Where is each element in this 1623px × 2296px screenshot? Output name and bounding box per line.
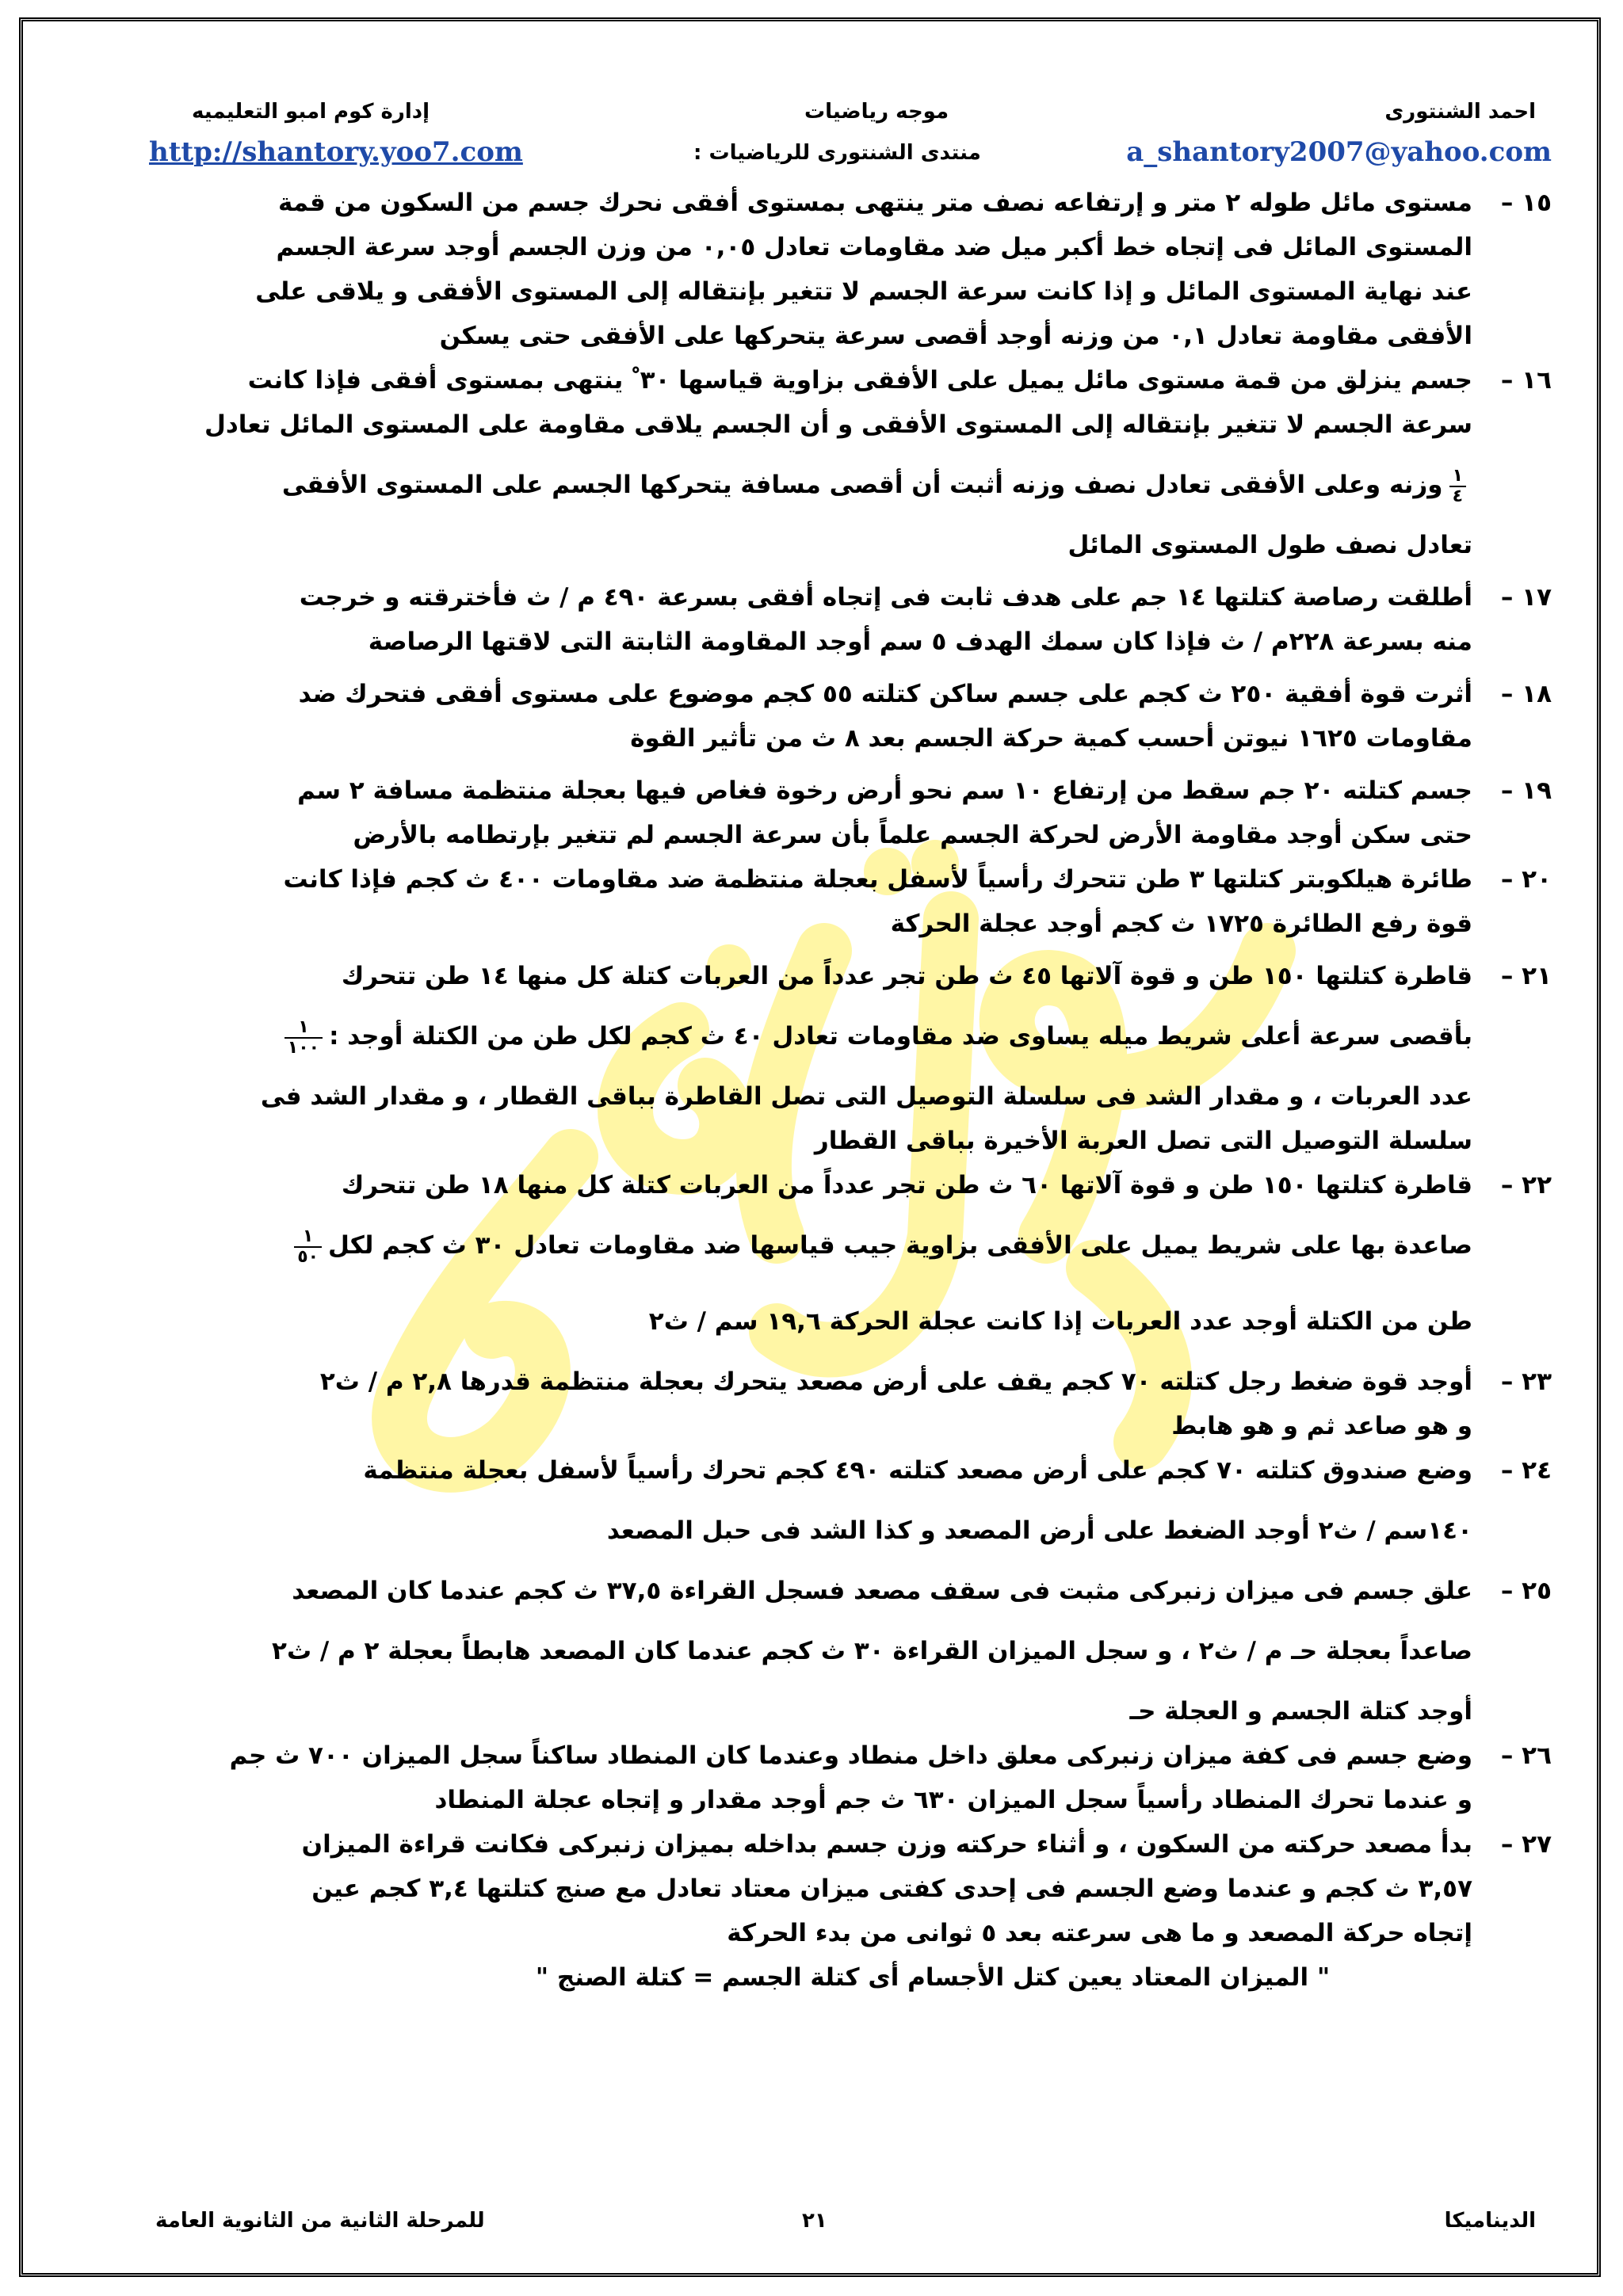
problem-line: قاطرة كتلتها ١٥٠ طن و قوة آلاتها ٤٥ ث طن تجر عدداً من العربات كتلة كل منها ١٤ طن تتحرك xyxy=(341,962,1472,990)
footer-subject: الديناميكا xyxy=(1444,2209,1536,2233)
footer-grade: للمرحلة الثانية من الثانوية العامة xyxy=(155,2209,485,2233)
problem-line xyxy=(155,998,1472,1074)
problem-line: جسم ينزلق من قمة مستوى مائل يميل على الأفقى بزاوية قياسها ٣٠ ْ ينتهى بمستوى أفقى فإذا كانت xyxy=(247,366,1472,395)
problem-number: ١٧ – xyxy=(1500,583,1552,612)
problem-number: ٢٢ – xyxy=(1500,1171,1552,1199)
problem-16 xyxy=(155,358,1552,567)
problem-line: ١٤٠سم / ث٢ أوجد الضغط على أرض المصعد و كذا الشد فى حبل المصعد xyxy=(606,1516,1472,1545)
problem-list xyxy=(155,181,1552,2000)
header-author: احمد الشنتورى xyxy=(1384,100,1536,124)
problem-26 xyxy=(155,1733,1552,1822)
problem-line: وضع صندوق كتلته ٧٠ كجم على أرض مصعد كتلته ٤٩٠ كجم تحرك رأسياً لأسفل بعجلة منتظمة xyxy=(363,1456,1472,1485)
problem-line xyxy=(155,1207,1472,1283)
problem-line: و هو صاعد ثم و هو هابط xyxy=(1171,1412,1472,1440)
problem-line: أوجد كتلة الجسم و العجلة حـ xyxy=(1129,1697,1472,1726)
problem-number: ٢٧ – xyxy=(1500,1830,1552,1859)
problem-line-text: بأقصى سرعة أعلى شريط ميله يساوى ضد مقاومات تعادل ٤٠ ث كجم لكل طن من الكتلة أوجد : xyxy=(329,1022,1472,1051)
balance-note: " الميزان المعتاد يعين كتل الأجسام أى كتلة الجسم = كتلة الصنج " xyxy=(535,1963,1331,1992)
problem-18 xyxy=(155,672,1552,761)
problem-20 xyxy=(155,857,1552,946)
problem-line: و عندما تحرك المنطاد رأسياً سجل الميزان ٦٣٠ ث جم أوجد مقدار و إتجاه عجلة المنطاد xyxy=(434,1786,1472,1814)
problem-line: تعادل نصف طول المستوى المائل xyxy=(1067,531,1472,559)
fraction-denominator: ٥٠ xyxy=(297,1246,319,1267)
problem-number: ١٨ – xyxy=(1500,680,1552,708)
problem-line: مقاومات ١٦٢٥ نيوتن أحسب كمية حركة الجسم بعد ٨ ث من تأثير القوة xyxy=(630,724,1472,753)
problem-line: حتى سكن أوجد مقاومة الأرض لحركة الجسم علماً بأن سرعة الجسم لم تتغير بإرتطامه بالأرض xyxy=(353,821,1472,849)
fraction-numerator: ١ xyxy=(294,1227,322,1248)
problem-line-text: صاعدة بها على شريط يميل على الأفقى بزاوية جيب قياسها ضد مقاومات تعادل ٣٠ ث كجم لكل xyxy=(328,1231,1472,1260)
fraction-denominator: ١٠٠ xyxy=(287,1037,320,1058)
problem-line: علق جسم فى ميزان زنبركى مثبت فى سقف مصعد فسجل القراءة ٣٧,٥ ث كجم عندما كان المصعد xyxy=(292,1577,1472,1605)
header-email[interactable]: a_shantory2007@yahoo.com xyxy=(1126,136,1552,168)
fraction xyxy=(294,1227,322,1267)
problem-line: أثرت قوة أفقية ٢٥٠ ث كجم على جسم ساكن كتلته ٥٥ كجم موضوع على مستوى أفقى فتحرك ضد xyxy=(298,680,1472,708)
problem-line: أوجد قوة ضغط رجل كتلته ٧٠ كجم يقف على أرض مصعد يتحرك بعجلة منتظمة قدرها ٢,٨ م / ث٢ xyxy=(319,1367,1472,1396)
problem-line: عدد العربات ، و مقدار الشد فى سلسلة التوصيل التى تصل القاطرة بباقى القطار ، و مقدار الشد فى xyxy=(260,1082,1472,1111)
problem-number: ٢٠ – xyxy=(1500,865,1552,894)
problem-line: ٣,٥٧ ث كجم و عندما وضع الجسم فى إحدى كفتى ميزان معتاد تعادل مع صنج كتلتها ٣,٤ كجم عين xyxy=(311,1875,1472,1903)
problem-19 xyxy=(155,769,1552,857)
header-forum: منتدى الشنتورى للرياضيات : xyxy=(693,141,981,165)
problem-line: المستوى المائل فى إتجاه خط أكبر ميل ضد مقاومات تعادل ٠,٠٥ من وزن الجسم أوجد سرعة الجسم xyxy=(276,233,1472,261)
fraction-numerator: ١ xyxy=(285,1018,323,1039)
problem-line: مستوى مائل طوله ٢ متر و إرتفاعه نصف متر ينتهى بمستوى أفقى نحرك جسم من السكون من قمة xyxy=(277,189,1472,217)
problem-line: سلسلة التوصيل التى تصل العربة الأخيرة بباقى القطار xyxy=(814,1127,1472,1155)
problem-line: طن من الكتلة أوجد عدد العربات إذا كانت عجلة الحركة ١٩,٦ سم / ث٢ xyxy=(648,1307,1472,1336)
header-role: موجه رياضيات xyxy=(804,100,949,124)
problem-line: بدأ مصعد حركته من السكون ، و أثناء حركته وزن جسم بداخله بميزان زنبركى فكانت قراءة الميزان xyxy=(301,1830,1472,1859)
problem-number: ٢٣ – xyxy=(1500,1367,1552,1396)
problem-22 xyxy=(155,1163,1552,1360)
problem-number: ٢٦ – xyxy=(1500,1741,1552,1770)
problem-line: إتجاه حركة المصعد و ما هى سرعته بعد ٥ ثوانى من بدء الحركة xyxy=(727,1919,1472,1947)
problem-line xyxy=(155,447,1472,523)
problem-23 xyxy=(155,1360,1552,1448)
problem-line: سرعة الجسم لا تتغير بإنتقاله إلى المستوى الأفقى و أن الجسم يلاقى مقاومة على المستوى المائل تعادل xyxy=(204,410,1472,439)
fraction xyxy=(285,1018,323,1058)
problem-number: ٢١ – xyxy=(1500,962,1552,990)
problem-line: جسم كتلته ٢٠ جم سقط من إرتفاع ١٠ سم نحو أرض رخوة فغاص فيها بعجلة منتظمة مسافة ٢ سم xyxy=(297,776,1472,805)
problem-line: صاعداً بعجلة حـ م / ث٢ ، و سجل الميزان القراءة ٣٠ ث كجم عندما كان المصعد هابطاً بعجلة ٢ م / ث٢ xyxy=(272,1637,1472,1665)
problem-number: ١٥ – xyxy=(1500,189,1552,217)
footer-page-number: ٢١ xyxy=(802,2209,827,2233)
problem-line: الأفقى مقاومة تعادل ٠,١ من وزنه أوجد أقصى سرعة يتحركها على الأفقى حتى يسكن xyxy=(439,322,1472,350)
problem-line: قاطرة كتلتها ١٥٠ طن و قوة آلاتها ٦٠ ث طن تجر عدداً من العربات كتلة كل منها ١٨ طن تتحرك xyxy=(341,1171,1472,1199)
fraction-denominator: ٤ xyxy=(1452,486,1463,506)
problem-line: طائرة هيلكوبتر كتلتها ٣ طن تتحرك رأسياً لأسفل بعجلة منتظمة ضد مقاومات ٤٠٠ ث كجم فإذا كانت xyxy=(283,865,1472,894)
problem-15 xyxy=(155,181,1552,358)
problem-line: قوة رفع الطائرة ١٧٢٥ ث كجم أوجد عجلة الحركة xyxy=(890,910,1472,938)
problem-line: عند نهاية المستوى المائل و إذا كانت سرعة الجسم لا تتغير بإنتقاله إلى المستوى الأفقى و يلاقى على xyxy=(255,277,1472,306)
problem-line: وضع جسم فى كفة ميزان زنبركى معلق داخل منطاد وعندما كان المنطاد ساكناً سجل الميزان ٧٠٠ ث جم xyxy=(229,1741,1472,1770)
problem-17 xyxy=(155,575,1552,664)
problem-24 xyxy=(155,1448,1552,1569)
problem-line: منه بسرعة ٢٢٨م / ث فإذا كان سمك الهدف ٥ سم أوجد المقاومة الثابتة التى لاقتها الرصاصة xyxy=(368,627,1472,656)
problem-line-text: وزنه وعلى الأفقى تعادل نصف وزنه أثبت أن أقصى مسافة يتحركها الجسم على المستوى الأفقى xyxy=(281,471,1443,499)
problem-21 xyxy=(155,954,1552,1163)
fraction xyxy=(1449,467,1466,506)
problem-number: ١٦ – xyxy=(1500,366,1552,395)
header-administration: إدارة كوم امبو التعليميه xyxy=(192,100,430,124)
problem-number: ٢٤ – xyxy=(1500,1456,1552,1485)
fraction-numerator: ١ xyxy=(1449,467,1466,487)
problem-line: أطلقت رصاصة كتلتها ١٤ جم على هدف ثابت فى إتجاه أفقى بسرعة ٤٩٠ م / ث فأخترقته و خرجت xyxy=(299,583,1472,612)
problem-number: ٢٥ – xyxy=(1500,1577,1552,1605)
header-site-link[interactable]: http://shantory.yoo7.com xyxy=(149,136,523,168)
problem-number: ١٩ – xyxy=(1500,776,1552,805)
problem-27 xyxy=(155,1822,1552,1955)
problem-25 xyxy=(155,1569,1552,1733)
